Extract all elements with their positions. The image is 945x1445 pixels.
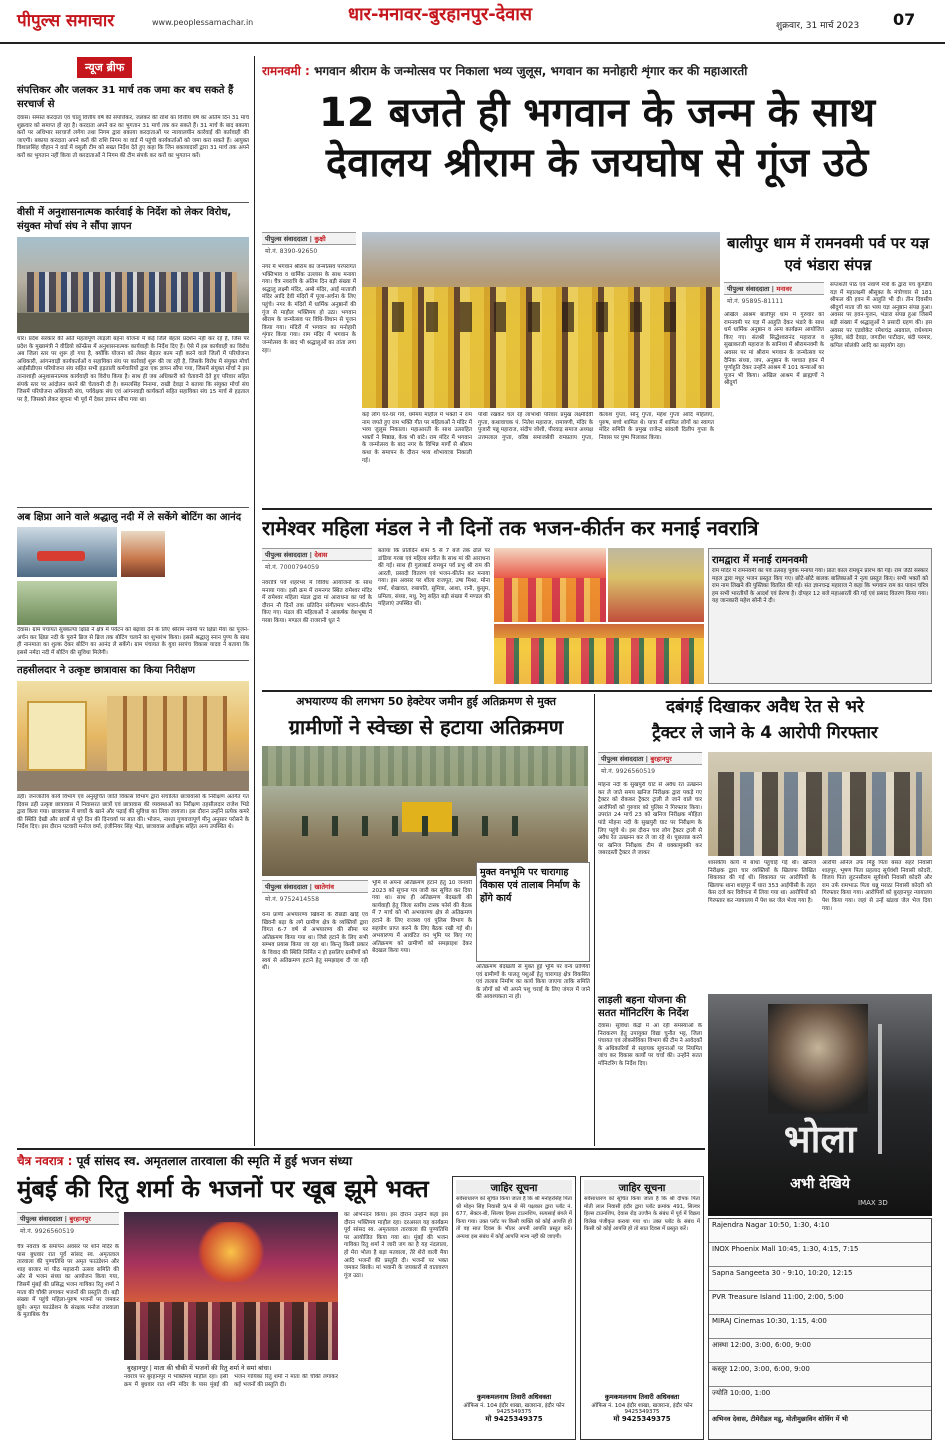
lead-headline xyxy=(262,88,932,188)
notice-1-advocate: कुमकमलनाथ तिवारी अधिवक्ता xyxy=(476,1393,552,1401)
notice-2-advocate: कुमकमलनाथ तिवारी अधिवक्ता xyxy=(604,1393,680,1401)
lead-body-2: कई लोग घर-घर गये, धर्ममय माहौल में भक्तों ने राम नाम जपते हुए राम भक्ति गीत पर महिलाओं ने मंदिर में भव्य जुलूस निकाला। महाआरती के साथ उत्साहित भक्तों ने मिष्ठान्न, केक भी बांटे। राम मंदिर में भगवान के जन्मोत्सव के बाद नगर के विभिन्न मार्गों से श्रीराम कथा के समापन के दौरान भव्य शोभायात्रा निकाली गई। xyxy=(362,412,472,464)
boating-photo-2 xyxy=(121,531,165,577)
column-divider xyxy=(254,56,255,1146)
hostel-photo xyxy=(17,681,249,791)
ladli-box xyxy=(598,994,702,1144)
news-brief-label: न्यूज ब्रीफ xyxy=(77,57,132,78)
balipur-body-1: अखिल आश्रम बालीपुर धाम में गुरुवार को रामनवमी पर यज्ञ में आहुति देकर भंडारे के साथ धर्म धार्मिक अनुष्ठान व अन्य कार्यक्रम आयोजित किए गए। संतश्री सिद्धेश्वरानंद महाराज व सुखाकरजी महाराज के सानिध्य में श्रीरामनवमी के अवसर पर मां श्रीराम भगवान के जन्मोत्सव पर दैनिक संध्या, जप, अनुष्ठान के पश्चात हवन में पूर्णाहुति देकर उन्होंने आश्रम में 101 कन्याओं का पूजन भी किया। अखिल आश्रम में ब्राह्मणों ने श्रीदुर्गा xyxy=(724,312,824,387)
section-rule xyxy=(262,690,932,692)
divider xyxy=(17,660,249,661)
cinema-row: MIRAJ Cinemas 10:30, 1:15, 4:00 xyxy=(709,1315,931,1339)
navratri-byline-block xyxy=(17,1212,119,1236)
lead-body-3: पोथी रखकर चल रहे लाभार्थी परिवार प्रमुख लक्ष्मीदेवी गुप्ता, कथावाचक पं. नितेश महाराज, रामायणी, मंदिर के पुजारी पन्नू महाराज, संदीप जोशी, पीरवाड़ समाज अध्यक्ष उत्तमलाल गुप्ता, वरिष्ठ समाजसेवी रामप्रताप गुप्ता, कैलाश गुप्ता, सोनू गुप्ता, महेश गुप्ता आदि महिलाएं, पुरुष, बच्चे शामिल थे। यात्रा में शामिल लोगों का स्वागत मंदिर समिति के प्रमुख राजेन्द्र सांवली दिलीप गुप्ता के निवास पर पुष्प पिलाकर किया। xyxy=(478,412,714,441)
rameshwar-headline: रामेश्वर महिला मंडल ने नौ दिनों तक भजन-कीर्तन कर मनाई नवरात्रि xyxy=(262,516,759,540)
sand-body-2: शासकीय कार्य में बाधा पहुंचाई गई थी। खनिज निरीक्षक द्वारा चार व्यक्तियों के खिलाफ लिखित शिकायत की गई थी। शिकायत पर आरोपियों के खिलाफ थाना शाहपुर में धारा 353 आईपीसी के तहत केस दर्ज कर विवेचना में लिया गया था। आरोपियों को गिरफ्तार कर न्यायालय में पेश कर जेल भेजा गया है। xyxy=(708,860,816,904)
lead-mobile: मो.नं. 8390-92650 xyxy=(265,248,318,255)
encroach-body-2: भूमि से अपना अतिक्रमण हटाने हेतु 10 जनवरी 2023 को सूचना पत्र जारी कर सूचित कर दिया गया था। साथ ही अतिक्रमण बेदखली की कार्यवाही हेतु जिला स्तरीय टास्क फोर्स की बैठक में 7 मार्च को भी अभयारण्य क्षेत्र से अतिक्रमण हटाने के लिए राजस्व एवं पुलिस विभाग के सहयोग प्राप्त करने के लिए बैठक रखी गई थी। अभयारण्य में आवंटित वन भूमि पर किए गए अतिक्रमण को ग्रामीणों को समझाइश देकर बेदखल किया गया। xyxy=(372,880,472,955)
navratri-body-1: चैत्र नवरात्र के समापन अवसर पर शनि मंदिर के पास बुधवार रात पूर्व सांसद स्व. अमृतलाल तारवाला की पुण्यतिथि पर अमृत फाउंडेशन और शाह बाजार मां पीठ महारानी उत्सव समिति की ओर से भजन संध्या का आयोजन किया गया, जिसमें मुंबई की प्रसिद्ध भजन गायिका रितु शर्मा ने माता की चौकी लगाकर भजनों की प्रस्तुति दी। बड़ी संख्या में पहुंचे महिला-पुरुष भजनों पर जमकर झूमे। अमृत फाउंडेशन के संरक्षक मनोज तारवाला के मुताबिक चैत्र xyxy=(17,1244,119,1319)
rameshwar-byline-block xyxy=(262,548,372,572)
sand-byline-place: बुरहानपुर xyxy=(650,755,672,763)
lead-kicker-label: रामनवमी : xyxy=(262,64,310,78)
movie-title: भोला xyxy=(783,1116,857,1161)
logo-text: पीपुल्स समाचार xyxy=(17,11,115,31)
encroach-kicker: अभयारण्य की लगभग 50 हेक्टेयर जमीन हुई अतिक्रमण से मुक्त xyxy=(296,695,556,708)
balipur-byline-block xyxy=(724,282,824,306)
lead-headline-line1: 12 बजते ही भगवान के जन्म के साथ xyxy=(318,90,876,136)
lead-byline-name: पीपुल्स संवाददाता xyxy=(265,235,308,243)
navratri-kicker xyxy=(17,1152,705,1169)
brief-item1-body: देवास। समस्त करदाता एवं चालू वित्तीय वर्ष की संपत्तिकर, जलकर की राशि का वित्तीय वर्ष का अंतिम दिन 31 मार्च शुक्रवार को समाप्त हो रहा है। करदाता अपने कर का भुगतान 31 मार्च तक कर सकते हैं। 31 मार्च के बाद बकाया करों पर अधिभार सरचार्ज लगेगा तथा निगम द्वारा बकाया करदाताओं पर न्यायालयीन कार्रवाई की कार्रवाही की जाएगी। बकाया करदाता अपने करों की राशि निगम या वार्ड में पहुंची कार्यकर्ताओं को जमा करा सकते हैं। आयुक्त विशालसिंह चौहान ने वार्ड में वसूली टीम को सख्त निर्देश देते हुए कहा कि जिन बकायादारों द्वारा 31 मार्च तक अपने करों का भुगतान नहीं किया तो करदाताओं ने निगम की टीम संपर्क कर करों का भुगतान करें। xyxy=(17,115,249,159)
mahila-mandal-photo-3 xyxy=(494,624,704,684)
procession-photo xyxy=(362,232,720,408)
cinema-row: आस्था 12:00, 3:00, 6:00, 9:00 xyxy=(709,1339,931,1363)
cinema-row: ज्योति 10:00, 1:00 xyxy=(709,1387,931,1411)
edition-banner xyxy=(285,2,595,38)
brief-item4-body: डही। जनजातीय कार्य विभाग एवं अनुसूचित जाति विकास विभाग द्वारा संचालित छात्रावासों के निरीक्षण अंतर्गत गत दिवस डही उत्कृष्ट छात्रावास में निवासरत छात्रों एवं छात्रावास की व्यवस्थाओं का निरीक्षण तहसीलदार राजेश भिडे द्वारा किया गया। छात्रावास में बच्चों के खाने और पढ़ाई की सुविधा का लिया जायजा। इस दौरान उन्होंने प्रत्येक कमरे की स्थिति देखी और छात्रों से पूरे दिन की दिनचर्या पर बात की। भोजन, नाश्ता गुणवत्तापूर्ण मीनू अनुसार परोसने के निर्देश दिए। इस दौरान पटवारी मनोज वर्मा, इंजीनियर सिंह भेड़ा, छात्रावास अधीक्षक सहित अन्य उपस्थित थे। xyxy=(17,794,249,831)
notice-2-address: ऑफिस नं. 104 इंदौर शाखा, खजराना, इंदौर फोन 9425349375 xyxy=(591,1403,693,1415)
movie-format: IMAX 3D xyxy=(858,1199,888,1207)
ramdwara-body: राम मंदिर में रामनवमी का पर्व उत्साह पूर्वक मनाया गया। प्रातः काल रामधुन प्रारंभ की गई। राम जेठी संस्कार महल द्वारा मधुर भजन प्रस्तुत किए गए। छोटे-छोटे बालक बालिकाओं ने नृत्य प्रस्तुत किए। सभी भक्तों को राम नाम लिखने की पुस्तिका वितरित की गई। संत ज्ञानचन्द्र महाराज ने कहा कि भगवान राम का पावन चरित्र हम सभी भारतीयों के आदर्श एवं प्रेरणा है। दोपहर 12 बजे महाआरती की गई एवं प्रसाद वितरण किया गया। यह जानकारी महेश सोनी ने दी। xyxy=(712,568,928,605)
boating-block xyxy=(17,527,249,657)
movie-poster-figure xyxy=(768,1004,868,1114)
cinema-footer: अभिनव देवास, टीमेरीडल मडू, मोतीमुछाविन शोविंग में भी xyxy=(712,1415,848,1423)
cinema-listings xyxy=(708,1218,932,1440)
ramdwara-title: रामद्वारा में मनाई रामनवमी xyxy=(712,555,808,566)
brief-item4-title: तहसीलदार ने उत्कृष्ट छात्रावास का किया निरीक्षण xyxy=(17,665,196,676)
navratri-kicker-label: चैत्र नवरात्र : xyxy=(17,1154,73,1168)
bhajan-photo-caption: बुरहानपुर | माता की चौकी में भजनों की रितु शर्मा ने समां बांधा। xyxy=(124,1362,338,1373)
cinema-row: कस्तूर 12:00, 3:00, 6:00, 9:00 xyxy=(709,1363,931,1387)
navratri-byline-name: पीपुल्स संवाददाता xyxy=(20,1215,63,1223)
ramdwara-box xyxy=(708,548,932,684)
mahila-mandal-photo-2 xyxy=(608,548,704,622)
balipur-headline: बालीपुर धाम में रामनवमी पर्व पर यज्ञ एवं भंडारा संपन्न xyxy=(727,234,929,274)
section-rule xyxy=(262,508,932,510)
news-brief-column xyxy=(17,56,249,1146)
sand-headline-line1: दबंगई दिखाकर अवैध रेत से भरे xyxy=(666,697,864,717)
encroach-mobile: मो.नं. 9752414558 xyxy=(265,896,320,903)
mahila-mandal-photo-1 xyxy=(494,548,606,622)
rameshwar-mobile: मो.नं. 7000794059 xyxy=(265,564,320,571)
balipur-byline-name: पीपुल्स संवाददाता xyxy=(727,285,770,293)
navratri-kicker-text: पूर्व सांसद स्व. अमृतलाल तारवाला की स्मृति में हुई भजन संध्या xyxy=(76,1154,353,1168)
encroach-byline-name: पीपुल्स संवाददाता xyxy=(265,883,308,891)
movie-tagline: अभी देखिये xyxy=(790,1176,850,1192)
bhajan-photo xyxy=(124,1212,338,1360)
cinema-row: Sapna Sangeeta 30 - 9:10, 10:20, 12:15 xyxy=(709,1267,931,1291)
rameshwar-byline-name: पीपुल्स संवाददाता xyxy=(265,551,308,559)
rameshwar-body-1: नवरात्रि पर्व शहरभर में विविध आयोजनों के साथ मनाया गया। इसी क्रम में रामनगर स्थित रामेश्वर मंदिर में रामेश्वर महिला मंडल द्वारा मां आराधना का पर्व के दौरान नौ दिनों तक प्रतिदिन संगीतमय भजन-कीर्तन किए गए। मंडल की महिलाओं ने आकर्षक वेशभूषा में गरबा किया। मण्डल की राजरानी धूत ने xyxy=(262,580,372,624)
balipur-byline: पीपुल्स संवाददाता | मनावर xyxy=(724,282,824,295)
sand-headline-line2: ट्रैक्टर ले जाने के 4 आरोपी गिरफ्तार xyxy=(652,723,878,743)
navratri-byline: पीपुल्स संवाददाता | बुरहानपुर xyxy=(17,1212,119,1225)
encroach-body-1: वन्य प्राणी अभयारण्य खिवनी के रीछडी खोई एवं खिवनी बड़ा के लगे ग्रामीण क्षेत्र के व्यक्तियों द्वारा विगत 6-7 वर्ष से अभयारण्य की सीमा पर अतिक्रमण किया गया था। जिसे हटाने के लिए सभी सम्भव प्रयास किया जा रहा था। किन्तु किसी प्रकार के विवाद की स्थिति निर्मित न हो इसलिए ग्रामीणों को स्वयं से अतिक्रमण हटाने हेतु समझाइश दी जा रही थी। xyxy=(262,912,368,972)
sand-byline-name: पीपुल्स संवाददाता xyxy=(601,755,644,763)
news-brief-label-wrap xyxy=(17,56,249,78)
brief-item3-body: देवास। ग्राम पंचायत सुक्कल्या क्षिप्रा ने क्षेत्र में पर्यटन को बढ़ावा देने के लिए श्रीराम नवमी पर क्षिप्रा मैया का पूजन-अर्चन कर क्षिप्रा नदी के पुराने ब्रिज से ब्रिज तक बोटिंग चलाने का शुभारंभ किया। इससे श्रद्धालु स्नान पुण्य के साथ ही नानमाता का शुल्क देकर बोटिंग का आनंद ले सकेंगे। ग्राम पंचायत के युवा सरपंच विकास यादव ने बताया कि इससे नर्मदा नदी में बोटिंग की सुविधा मिलेगी। xyxy=(17,627,249,656)
encroach-byline-block xyxy=(262,880,368,904)
page-number: 07 xyxy=(893,10,916,29)
lead-kicker-text: भगवान श्रीराम के जन्मोत्सव पर निकाला भव्य जुलूस, भगवान का मनोहारी शृंगार कर की महाआरती xyxy=(313,64,748,78)
notice-2-body: सर्वसाधारण को सूचित किया जाता है कि श्री दीपक पिता मोती लाल निवासी इंदौर द्वारा प्लॉट क्रमांक 491, सिल्वर हिल्स टाउनशिप, देवास रोड़ उज्जैन के संबंध में पूर्व में विक्रय विलेख पंजीकृत कराया गया था। उक्त प्लॉट के संबंध में किसी को कोई आपत्ति हो तो सात दिवस में प्रस्तुत करें। xyxy=(584,1196,700,1233)
sand-body-1: मोहना नदी के सुखपुरी घाट से अवैध रेत उत्खनन कर ले जाते समय खनिज निरीक्षक द्वारा पकड़े गए ट्रैक्टर को रोककर ट्रैक्टर ट्राली ले जाने वाले चार आरोपियों को गुरुवार को पुलिस ने गिरफ्तार किया। उपरांत 24 मार्च 23 को खनिज निरीक्षक मोहिता पांडे मोहना नदी के सुखपुरी घाट पर निरीक्षण के लिए पहुंचे थे। इस दौरान चार लोग ट्रैक्टर ट्राली से अवैध रेत उत्खनन कर ले जा रहे थे। पूछताछ करने पर खनिज निरीक्षक टीम से धक्कामुक्की कर जबरदस्ती ट्रैक्टर ले जाकर xyxy=(598,782,702,857)
lead-kicker xyxy=(262,62,932,82)
lead-byline-block xyxy=(262,232,356,256)
edition-title: धार-मनावर-बुरहानपुर-देवास xyxy=(347,4,533,25)
issue-date: शुक्रवार, 31 मार्च 2023 xyxy=(776,21,860,31)
notice-2 xyxy=(580,1176,704,1440)
notice-1 xyxy=(452,1176,576,1440)
brief-item1-title: संपत्तिकर और जलकर 31 मार्च तक जमा कर बच सकते हैं सरचार्ज से xyxy=(17,85,234,110)
movie-ad[interactable] xyxy=(708,994,932,1216)
column-divider xyxy=(594,694,595,1146)
sand-body-3: आरोपी अनिल उर्फ मिठ्ठू पिता बसंत सहरे निवासी शाहपुर, भूषण पिता प्रहलाद सूर्यवंशी निवासी कोदरी, विजय पिता लुटनसीराम सूर्यवंशी निवासी कोदरी और राम उर्फ रामभाऊ पिता धन्नू मराठा निवासी कोदरी को गिरफ्तार किया गया। आरोपियों को बुरहानपुर न्यायालय पेश किया गया। जहां से उन्हें खंडवा जेल भेज दिया गया। xyxy=(822,860,932,912)
rameshwar-byline: पीपुल्स संवाददाता | देवास xyxy=(262,548,372,561)
encroach-headline: ग्रामीणों ने स्वेच्छा से हटाया अतिक्रमण xyxy=(288,715,564,739)
balipur-byline-place: मनावर xyxy=(776,285,792,293)
lead-body-1: नगर में भगवान श्रीराम का जन्मोत्सव परंपरागत भक्तिभाव व धार्मिक उल्लास के साथ मनाया गया। चैत्र नवरात्रि के अंतिम दिन बड़ी संख्या में श्रद्धालु लक्ष्मी मंदिर, अम्बे मंदिर, आई माताजी मंदिर आदि देवी मंदिरों में पूजा-अर्चना के लिए पहुंचे। नगर के मंदिरों में धार्मिक अनुष्ठानों की गूंज से माहौल भक्तिमय हो उठा। भगवान श्रीराम के जन्मोत्सव पर विधि-विधान से पूजन किया गया। मंदिरों में भगवान का मनोहारी शृंगार किया गया। राम मंदिर में भगवान के जन्मोत्सव के बाद भी श्रद्धालुओं का तांता लगा रहा। xyxy=(262,264,356,354)
navratri-mobile: मो.नं. 9926560519 xyxy=(20,1228,75,1235)
notice-1-address: ऑफिस नं. 104 इंदौर शाखा, खजराना, इंदौर फोन 9425349375 xyxy=(463,1403,565,1415)
sand-headline xyxy=(598,694,932,746)
sand-byline-block xyxy=(598,752,702,776)
balipur-story xyxy=(724,232,932,506)
bulldozer-photo xyxy=(262,746,588,876)
divider xyxy=(17,202,249,203)
cinema-row: INOX Phoenix Mall 10:45, 1:30, 4:15, 7:15 xyxy=(709,1243,931,1267)
lead-headline-line2: देवालय श्रीराम के जयघोष से गूंज उठे xyxy=(325,140,869,186)
ladli-title: लाड़ली बहना योजना की सतत मॉनिटरिंग के निर्देश xyxy=(598,995,689,1019)
cinema-row: PVR Treasure Island 11:00, 2:00, 5:00 xyxy=(709,1291,931,1315)
rameshwar-byline-place: देवास xyxy=(314,551,328,559)
brief-item2-title: वीसी में अनुशासनात्मक कार्रवाई के निर्देश को लेकर विरोध, संयुक्त मोर्चा संघ ने सौंपा ज्ञापन xyxy=(17,207,232,232)
protest-photo xyxy=(17,237,249,333)
encroach-byline: पीपुल्स संवाददाता | खातेगांव xyxy=(262,880,368,893)
boating-photo-3 xyxy=(17,581,117,625)
brief-item2-body: धार। प्रदेश सरकार की अति महत्वपूर्ण लाड़ली बहना योजना में कई जिले बेहतर प्रदर्शन नहीं कर रहे हैं, जिस पर प्रदेश के मुख्यमंत्री ने वीडियो कॉन्फ्रेंस में अनुशासनात्मक कार्यवाही के निर्देश दिए हैं। ऐसे में इस कार्यवाही का विरोध अब जिला स्तर पर शुरू हो गया है, क्योंकि योजना को लेकर बेहतर काम नहीं करने वाले जिलों में परियोजना अधिकारी, आंगनवाड़ी कार्यकर्ताओं व सहायिका संघ पर कार्रवाई शुरू की जा रही है, जिसके विरोध में संयुक्त मोर्चा आईसीडीएस परियोजना संघ सहित सभी हड़ताली कर्मचारियों द्वारा एक ज्ञापन सौंपा गया, जिसमें संयुक्त मोर्चा ने इस तानाशाही अनुशासनात्मक कार्यवाही का विरोध किया है। साथ ही जब अधिकारी को चेतावनी देते हुए परिवार सहित संपर्क स्तर पर आंदोलन करने की चेतावनी दी है। कमलसिंह निनामा, राखी देवड़ा ने बताया कि संयुक्त मोर्चा संघ जिसमें परियोजना अधिकारी संघ, पर्यवेक्षक संघ एवं आंगनवाड़ी कार्यकर्ता सहित सहायिका संघ 15 मार्च से हड़ताल पर है, जिसको लेकर सूचना भी पूर्व में देकर ज्ञापन सौंपा गया था। xyxy=(17,336,249,403)
masthead xyxy=(0,0,945,44)
brief-item3-title: अब क्षिप्रा आने वाले श्रद्धालु नदी में ले सकेंगे बोटिंग का आनंद xyxy=(17,512,242,523)
cinema-row: Rajendra Nagar 10:50, 1:30, 4:10 xyxy=(709,1219,931,1243)
encroach-inset xyxy=(476,862,590,962)
lead-byline: पीपुल्स संवाददाता | कुक्षी xyxy=(262,232,356,245)
encroach-byline-place: खातेगांव xyxy=(314,883,334,891)
accused-photo xyxy=(708,752,932,856)
navratri-body-2: नवरात्र पर बुरहानपुर में भक्तिमय माहौल रहा। इसी क्रम में बुधवार रात शनि मंदिर के पास मुंबई की भजन गायिका रितु शर्मा ने माता की चौकी लगाकर कई भजनों की प्रस्तुति दी। xyxy=(124,1374,338,1388)
balipur-mobile: मो.नं. 95895-81111 xyxy=(727,298,784,305)
encroach-inset-title: मुक्त वनभूमि पर चारागाह विकास एवं तालाब निर्माण के होंगे कार्य xyxy=(480,867,580,904)
divider xyxy=(17,507,249,508)
masthead-logo xyxy=(17,8,114,31)
rameshwar-body-2: बताया कि प्रतिदिन शाम 5 से 7 बजे तक ढोल पर डांडिया गरबा एवं महिला संगीत के साथ मां की आराधना की गई। साथ ही गुलाबार्ड रामधुन पर्व प्रभु श्री राम की आरती, प्रसादी वितरण एवं भजन-कीर्तन कर मनाया गया। इस अवसर पर शीला राजपूत, उषा मिश्रा, मोना शर्मा, शेखावत, रुबापति, सुमित्रा, आशा, रानी, कुसुम, प्रमिला, संध्या, मधु, रेणु सहित बड़ी संख्या में मण्डल की महिलाएं उपस्थित थीं। xyxy=(378,548,490,608)
notice-2-title: जाहिर सूचना xyxy=(584,1180,700,1194)
navratri-headline: मुंबई की रितु शर्मा के भजनों पर खूब झूमे भक्त xyxy=(17,1175,429,1203)
lead-byline-place: कुक्षी xyxy=(314,235,326,243)
boating-photo xyxy=(17,527,117,577)
ladli-body: देवास। सुविधा केंद्रों में आ रही समस्याओं के निराकरण हेतु उपायुक्त विद्या चुनौत भट्ट, जिला पंचायत एवं लोकसेविका विभाग की टीम ने आवेदकों के अधिकारियों से सहायक सूचनाओं पर नियमित जांच कर विकास कार्यों पर चर्चा की। उन्होंने सतत मॉनिटरिंग के निर्देश दिए। xyxy=(598,1023,702,1067)
notice-1-body: सर्वसाधारण को सूचित किया जाता है कि श्री मनोहरसिंह पिता श्री मोहन सिंह निवासी 9/4 से मेरे पक्षकार द्वारा प्लॉट नं. 677, सेक्टर-बी, सिल्वर हिल्स टाउनशिप, सत्यसाई बंगले में किया गया। उक्त प्लॉट पर किसी व्यक्ति को कोई आपत्ति हो तो वह सात दिवस के भीतर अपनी आपत्ति प्रस्तुत करें। अन्यथा इस संबंध में कोई आपत्ति मान्य नहीं की जाएगी। xyxy=(456,1196,572,1240)
notice-1-phone: मो 9425349375 xyxy=(485,1415,543,1423)
section-rule xyxy=(17,1148,705,1150)
sand-byline: पीपुल्स संवाददाता | बुरहानपुर xyxy=(598,752,702,765)
navratri-body-3: का अभिनंदन किया। इस दौरान उन्होंने कहा इस दौरान भक्तिमय माहौल रहा। दरअसल यह कार्यक्रम पूर्व सांसद स्व. अमृतलाल तारवाला की पुण्यतिथि पर आयोजित किया गया था। मुंबई की भजन गायिका रितु शर्मा ने जारी जग का है यह नंदलाला, हो मेरा भोला है बड़ा मतवाला, तेरे शेरो वाली मैया आदि भजनों की प्रस्तुति दी। भजनों पर भक्त जमकर थिरके। मां भवानी के जयकारों से वातावरण गूंज उठा। xyxy=(344,1212,448,1279)
notice-1-title: जाहिर सूचना xyxy=(456,1180,572,1194)
encroach-inset-body: अतिक्रमण बेदखली से मुक्त हुई भूमि पर वन्य प्राणियों एवं ग्रामीणों के पालतू पशुओं हेतु चारागाह क्षेत्र विकसित एवं तालाब निर्माण का कार्य किया जाएगा ताकि समिति के लोगों को भी अपने पशु चराई के लिए जंगल में जाने की आवश्यकता ना हो। xyxy=(476,964,590,1001)
site-url[interactable]: www.peoplessamachar.in xyxy=(152,18,254,27)
sand-mobile: मो.नं. 9926560519 xyxy=(601,768,656,775)
balipur-body-2: सप्तशती पाठ एवं नवार्ण मंत्रों के द्वारा पंच कुण्डीय यज्ञ में महालक्ष्मी श्रीसूक्त के मंत्रोच्चार से 181 श्रीफल की हवन में आहुति भी दी। तीन दिवसीय श्रीदुर्गा माता जी का भव्य यज्ञ अनुष्ठान संपन्न हुआ। अवसर पर हवन-पूजन, भंडारा संपन्न हुआ जिसमें बड़ी संख्या में श्रद्धालुओं ने प्रसादी ग्रहण की। इस अवसर पर एडवोकेट रमेशचंद्र अग्रवाल, राधेश्याम मुलेवा, बंदी देवड़ा, जगदीश पाटीदार, बंदी परमार, कपिल सोलंकी आदि का सहयोग रहा। xyxy=(830,282,932,349)
navratri-byline-place: बुरहानपुर xyxy=(69,1215,91,1223)
notice-2-phone: मो 9425349375 xyxy=(613,1415,671,1423)
